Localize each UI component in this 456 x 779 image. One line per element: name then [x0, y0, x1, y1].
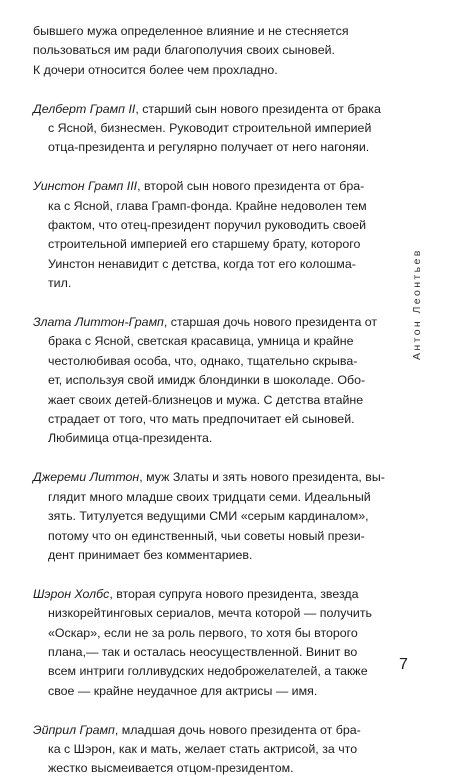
line-text: ка с Ясной, глава Грамп-фонда. Крайне недоволен тем	[48, 198, 367, 213]
line-text: глядит много младше своих тридцати семи. Идеальный	[48, 489, 371, 504]
text-line	[33, 255, 383, 274]
line-text: пользоваться им ради благополучия своих сыновей.	[33, 43, 335, 58]
line-text: , старший сын нового президента от брака	[135, 101, 381, 116]
character-entry	[33, 100, 383, 158]
text-line	[33, 507, 383, 526]
line-text: ет, используя свой имидж блондинки в шоколаде. Обо-	[48, 373, 366, 388]
text-line	[33, 197, 383, 216]
character-name: Шэрон Холбс	[33, 586, 110, 601]
text-line	[33, 274, 383, 293]
text-line	[33, 371, 383, 390]
line-text: бывшего мужа определенное влияние и не стесняется	[33, 24, 349, 38]
line-text: К дочери относится более чем прохладно.	[33, 62, 278, 77]
text-line	[33, 740, 383, 759]
text-line	[33, 41, 383, 60]
line-text: ка с Шэрон, как и мать, желает стать актрисой, за что	[48, 741, 358, 756]
text-line	[33, 332, 383, 351]
line-text: низкорейтинговых сериалов, мечта которой — получить	[48, 606, 372, 621]
line-text: Любимица отца-президента.	[48, 431, 213, 446]
text-line	[33, 313, 383, 332]
text-line	[33, 410, 383, 429]
line-text: , второй сын нового президента от бра-	[137, 179, 365, 194]
text-line	[33, 352, 383, 371]
line-text: тил.	[48, 276, 72, 291]
character-entry	[33, 585, 383, 701]
line-text: жестко высмеивается отцом-президентом.	[48, 761, 294, 776]
body-text	[33, 22, 383, 779]
line-text: Уинстон ненавидит с детства, когда тот его колошма-	[48, 256, 356, 271]
line-text: «Оскар», если не за роль первого, то хотя бы второго	[48, 625, 358, 640]
text-line	[33, 682, 383, 701]
text-line	[33, 759, 383, 778]
text-line	[33, 177, 383, 196]
text-line	[33, 662, 383, 681]
text-line	[33, 235, 383, 254]
line-text: потому что он единственный, чьи советы новый прези-	[48, 528, 365, 543]
text-line	[33, 100, 383, 119]
text-line	[33, 721, 383, 740]
character-entry	[33, 177, 383, 293]
text-line	[33, 22, 383, 41]
line-text: строительной империей его старшему брату, которого	[48, 237, 361, 252]
line-text: , муж Златы и зять нового президента, вы-	[139, 470, 385, 485]
text-line	[33, 604, 383, 623]
line-text: , вторая супруга нового президента, звезда	[109, 586, 359, 601]
character-entry	[33, 468, 383, 565]
text-line	[33, 585, 383, 604]
text-line	[33, 138, 383, 157]
text-line	[33, 488, 383, 507]
line-text: фактом, что отец-президент поручил руководить своей	[48, 218, 367, 233]
character-entry	[33, 313, 383, 449]
line-text: , старшая дочь нового президента от	[163, 315, 378, 330]
text-line	[33, 643, 383, 662]
character-entry	[33, 721, 383, 779]
text-line	[33, 61, 383, 80]
line-text: дент принимает без комментариев.	[48, 547, 253, 562]
character-name: Джереми Литтон	[33, 470, 140, 485]
character-name: Уинстон Грамп III	[33, 179, 138, 194]
line-text: плана,— так и осталась неосуществленной. Винит во	[48, 644, 358, 659]
line-text: , младшая дочь нового президента от бра-	[114, 722, 361, 737]
text-line	[33, 527, 383, 546]
text-line	[33, 546, 383, 565]
text-line	[33, 429, 383, 448]
text-line	[33, 468, 383, 487]
text-line	[33, 391, 383, 410]
character-name: Злата Литтон-Грамп	[33, 315, 164, 330]
line-text: всем интриги голливудских недоброжелателей, а также	[48, 664, 368, 679]
line-text: отца-президента и регулярно получает от него нагоняи.	[48, 140, 370, 155]
running-head-author: Антон Леонтьев	[411, 248, 423, 360]
line-text: честолюбивая особа, что, однако, тщательно скрыва-	[48, 353, 358, 368]
line-text: брака с Ясной, светская красавица, умница и крайне	[48, 334, 354, 349]
line-text: с Ясной, бизнесмен. Руководит строительной империей	[48, 121, 372, 136]
page-number: 7	[399, 656, 408, 673]
line-text: зять. Титулуется ведущими СМИ «серым кардиналом»,	[48, 509, 369, 524]
text-line	[33, 624, 383, 643]
text-line	[33, 216, 383, 235]
line-text: страдает от того, что мать предпочитает ей сыновей.	[48, 412, 355, 427]
character-name: Делберт Грамп II	[33, 101, 136, 116]
character-name: Эйприл Грамп	[33, 722, 115, 737]
text-line	[33, 119, 383, 138]
line-text: жает своих детей-близнецов и мужа. С детства втайне	[48, 392, 364, 407]
line-text: свое — крайне неудачное для актрисы — имя.	[48, 683, 318, 698]
character-entry	[33, 22, 383, 80]
